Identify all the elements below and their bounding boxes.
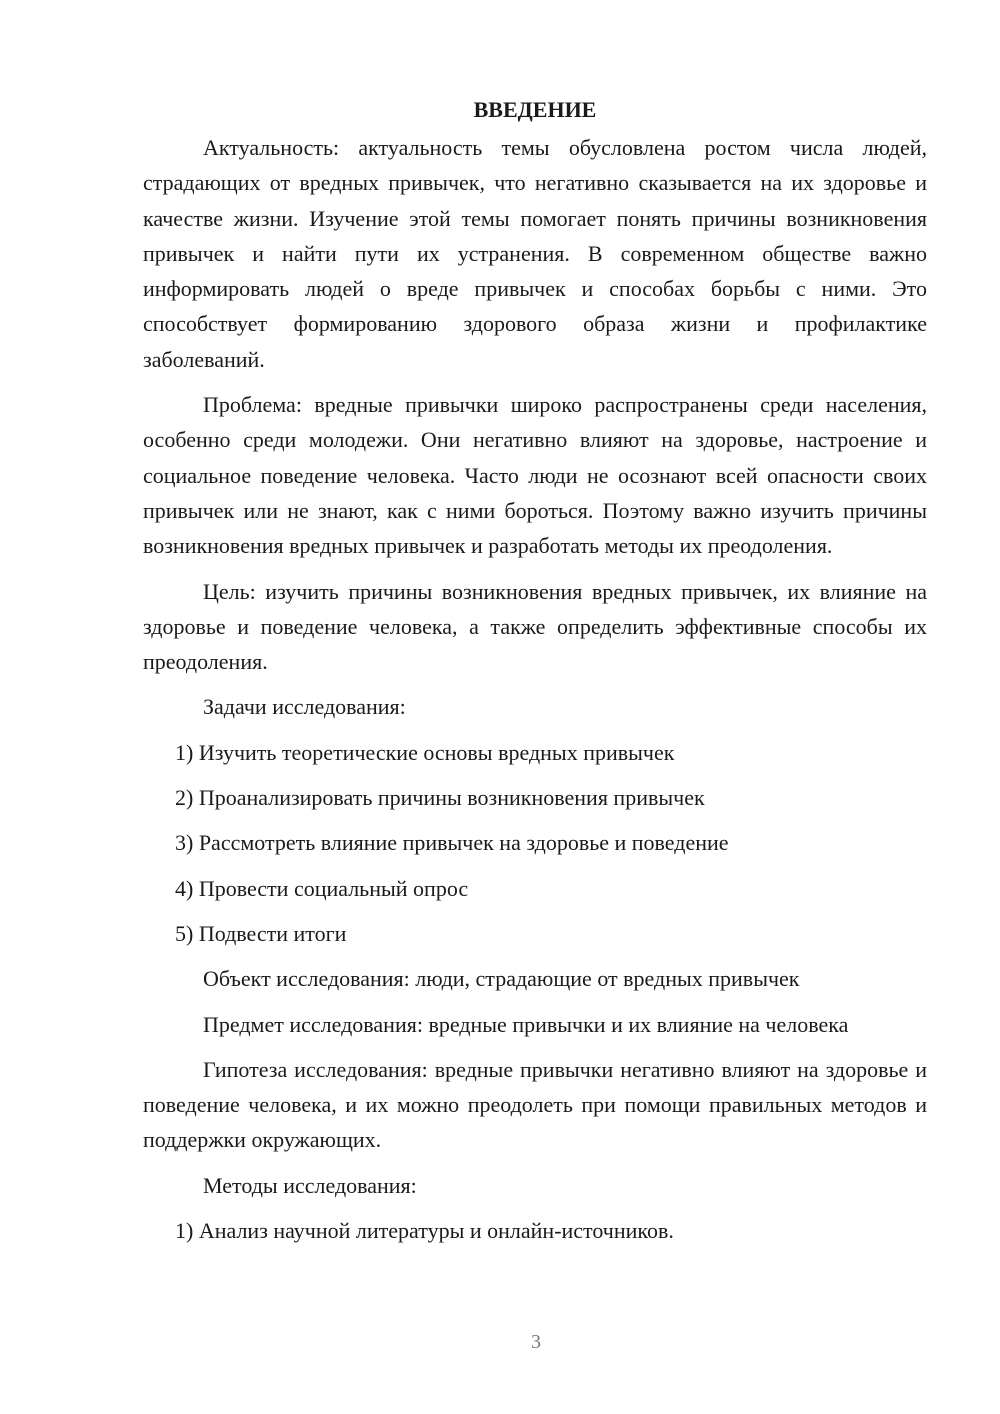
paragraph-problem: Проблема: вредные привычки широко распространены среди населения, особенно среди молодежи. Они негативно влияют на здоровье, настроение и социальное поведение человека. Часто люди не осознают всей опасности своих привычек или не знают, как с ними бороться. Поэтому важно изучить причины возникновения вредных привычек и разработать методы их преодоления. — [143, 392, 927, 559]
task-item: 2) Проанализировать причины возникновения привычек — [175, 785, 705, 811]
paragraph-relevance: Актуальность: актуальность темы обусловлена ростом числа людей, страдающих от вредных привычек, что негативно сказывается на их здоровье и качестве жизни. Изучение этой темы помогает понять причины возникновения привычек и найти пути их устранения. В современном обществе важно информировать людей о вреде привычек и способах борьбы с ними. Это способствует формированию здорового образа жизни и профилактике заболеваний. — [143, 135, 927, 372]
page-number: 3 — [531, 1331, 541, 1353]
task-item: 1) Изучить теоретические основы вредных привычек — [175, 739, 675, 765]
research-subject: Предмет исследования: вредные привычки и их влияние на человека — [203, 1011, 849, 1037]
paragraph-hypothesis: Гипотеза исследования: вредные привычки негативно влияют на здоровье и поведение человека, и их можно преодолеть при помощи правильных методов и поддержки окружающих. — [143, 1056, 927, 1153]
task-item: 3) Рассмотреть влияние привычек на здоровье и поведение — [175, 830, 729, 856]
method-item: 1) Анализ научной литературы и онлайн-источников. — [175, 1218, 674, 1244]
task-item: 5) Подвести итоги — [175, 920, 347, 946]
paragraph-goal: Цель: изучить причины возникновения вредных привычек, их влияние на здоровье и поведение человека, а также определить эффективные способы их преодоления. — [143, 578, 927, 675]
page-title: ВВЕДЕНИЕ — [473, 97, 597, 122]
methods-heading: Методы исследования: — [203, 1172, 417, 1198]
methods-list — [143, 1213, 927, 1248]
tasks-list — [143, 735, 927, 951]
tasks-heading: Задачи исследования: — [203, 694, 406, 720]
task-item: 4) Провести социальный опрос — [175, 875, 469, 901]
page-content — [143, 92, 927, 1258]
research-object: Объект исследования: люди, страдающие от вредных привычек — [203, 966, 800, 992]
